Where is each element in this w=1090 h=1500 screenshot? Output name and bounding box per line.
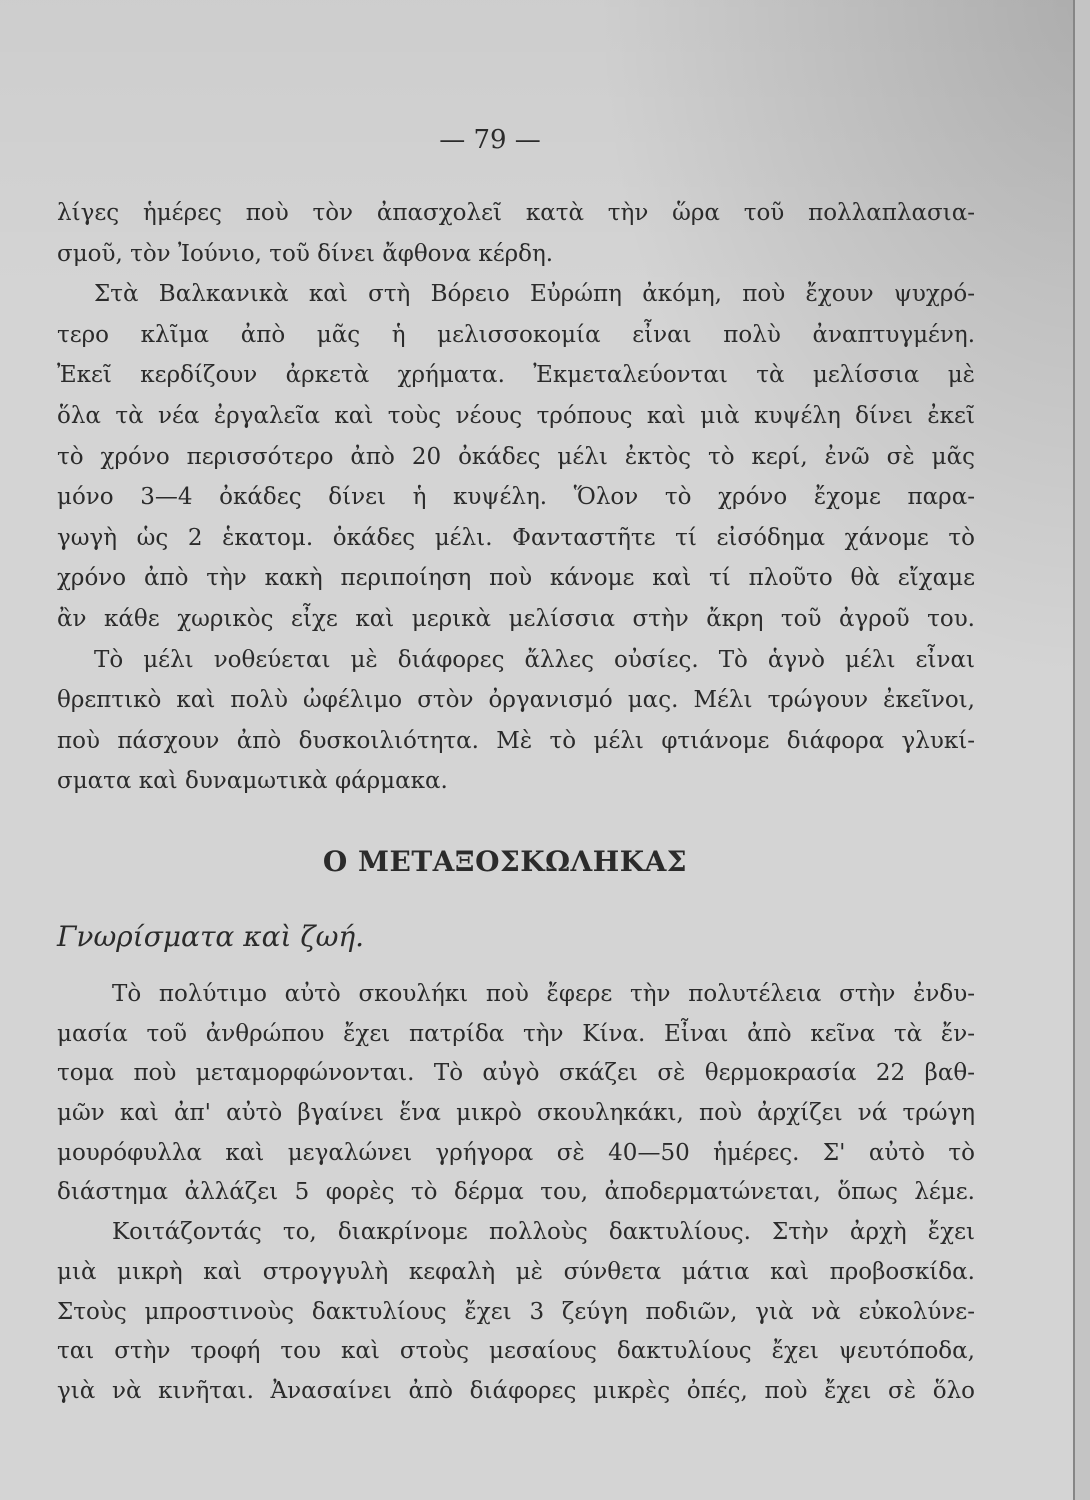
page-edge-line (1073, 0, 1075, 1500)
text-line: μιὰ μικρὴ καὶ στρογγυλὴ κεφαλὴ μὲ σύνθετα μάτια καὶ προβοσκίδα. (57, 1258, 975, 1285)
text-line: Κοιτάζοντάς το, διακρίνομε πολλοὺς δακτυλίους. Στὴν ἀρχὴ ἔχει (112, 1219, 975, 1246)
text-line: γωγὴ ὡς 2 ἑκατομ. ὀκάδες μέλι. Φανταστῆτε τί εἰσόδημα χάνομε τὸ (57, 524, 975, 551)
section-subheading: Γνωρίσματα καὶ ζωή. (57, 920, 365, 953)
text-line: Στὰ Βαλκανικὰ καὶ στὴ Βόρειο Εὐρώπη ἀκόμη, ποὺ ἔχουν ψυχρό- (94, 281, 975, 308)
paragraph (57, 193, 975, 274)
text-line: τὸ χρόνο περισσότερο ἀπὸ 20 ὀκάδες μέλι ἐκτὸς τὸ κερί, ἐνῶ σὲ μᾶς (57, 443, 975, 470)
text-line: ται στὴν τροφή του καὶ στοὺς μεσαίους δακτυλίους ἔχει ψευτόποδα, (57, 1338, 975, 1365)
intro-text (57, 193, 975, 802)
text-line: ἂν κάθε χωρικὸς εἶχε καὶ μερικὰ μελίσσια στὴν ἄκρη τοῦ ἀγροῦ του. (57, 605, 975, 632)
text-line: λίγες ἡμέρες ποὺ τὸν ἀπασχολεῖ κατὰ τὴν ὥρα τοῦ πολλαπλασια- (57, 200, 975, 226)
text-line: ὅλα τὰ νέα ἐργαλεῖα καὶ τοὺς νέους τρόπους καὶ μιὰ κυψέλη δίνει ἐκεῖ (57, 402, 975, 429)
section-heading: Ο ΜΕΤΑΞΟΣΚΩΛΗΚΑΣ (322, 845, 688, 878)
text-line: τομα ποὺ μεταμορφώνονται. Τὸ αὐγὸ σκάζει σὲ θερμοκρασία 22 βαθ- (57, 1060, 975, 1087)
text-line: Τὸ μέλι νοθεύεται μὲ διάφορες ἄλλες οὐσίες. Τὸ ἁγνὸ μέλι εἶναι (94, 646, 975, 673)
text-line: Ἐκεῖ κερδίζουν ἀρκετὰ χρήματα. Ἐκμεταλεύονται τὰ μελίσσια μὲ (57, 362, 975, 389)
text-line: Τὸ πολύτιμο αὐτὸ σκουλήκι ποὺ ἔφερε τὴν πολυτέλεια στὴν ἐνδυ- (112, 981, 975, 1007)
text-line: θρεπτικὸ καὶ πολὺ ὠφέλιμο στὸν ὀργανισμό μας. Μέλι τρώγουν ἐκεῖνοι, (57, 687, 975, 714)
paragraph (57, 274, 975, 639)
text-line: μόνο 3—4 ὀκάδες δίνει ἡ κυψέλη. Ὅλον τὸ χρόνο ἔχομε παρα- (57, 484, 975, 511)
text-line: μασία τοῦ ἀνθρώπου ἔχει πατρίδα τὴν Κίνα. Εἶναι ἀπὸ κεῖνα τὰ ἔν- (57, 1020, 975, 1047)
page-edge-strip (1075, 0, 1090, 1500)
page-number: — 79 — (439, 125, 541, 155)
text-line: μουρόφυλλα καὶ μεγαλώνει γρήγορα σὲ 40—50 ἡμέρες. Σ' αὐτὸ τὸ (57, 1139, 975, 1166)
paragraph (57, 975, 975, 1213)
section-text (57, 975, 975, 1412)
text-line: χρόνο ἀπὸ τὴν κακὴ περιποίηση ποὺ κάνομε καὶ τί πλοῦτο θὰ εἴχαμε (57, 565, 975, 592)
text-line: γιὰ νὰ κινῆται. Ἀνασαίνει ἀπὸ διάφορες μικρὲς ὀπές, ποὺ ἔχει σὲ ὅλο (57, 1377, 975, 1404)
text-line: σμοῦ, τὸν Ἰούνιο, τοῦ δίνει ἄφθονα κέρδη. (57, 240, 554, 267)
text-line: μῶν καὶ ἀπ' αὐτὸ βγαίνει ἕνα μικρὸ σκουληκάκι, ποὺ ἀρχίζει νά τρώγη (57, 1100, 975, 1127)
text-line: Στοὺς μπροστινοὺς δακτυλίους ἔχει 3 ζεύγη ποδιῶν, γιὰ νὰ εὐκολύνε- (57, 1298, 975, 1325)
text-line: διάστημα ἀλλάζει 5 φορὲς τὸ δέρμα του, ἀποδερματώνεται, ὅπως λέμε. (57, 1179, 975, 1206)
paragraph (57, 640, 975, 802)
text-line: τερο κλῖμα ἀπὸ μᾶς ἡ μελισσοκομία εἶναι πολὺ ἀναπτυγμένη. (57, 321, 975, 348)
text-line: σματα καὶ δυναμωτικὰ φάρμακα. (57, 768, 448, 795)
text-line: ποὺ πάσχουν ἀπὸ δυσκοιλιότητα. Μὲ τὸ μέλι φτιάνομε διάφορα γλυκί- (57, 727, 975, 754)
paragraph (57, 1213, 975, 1411)
